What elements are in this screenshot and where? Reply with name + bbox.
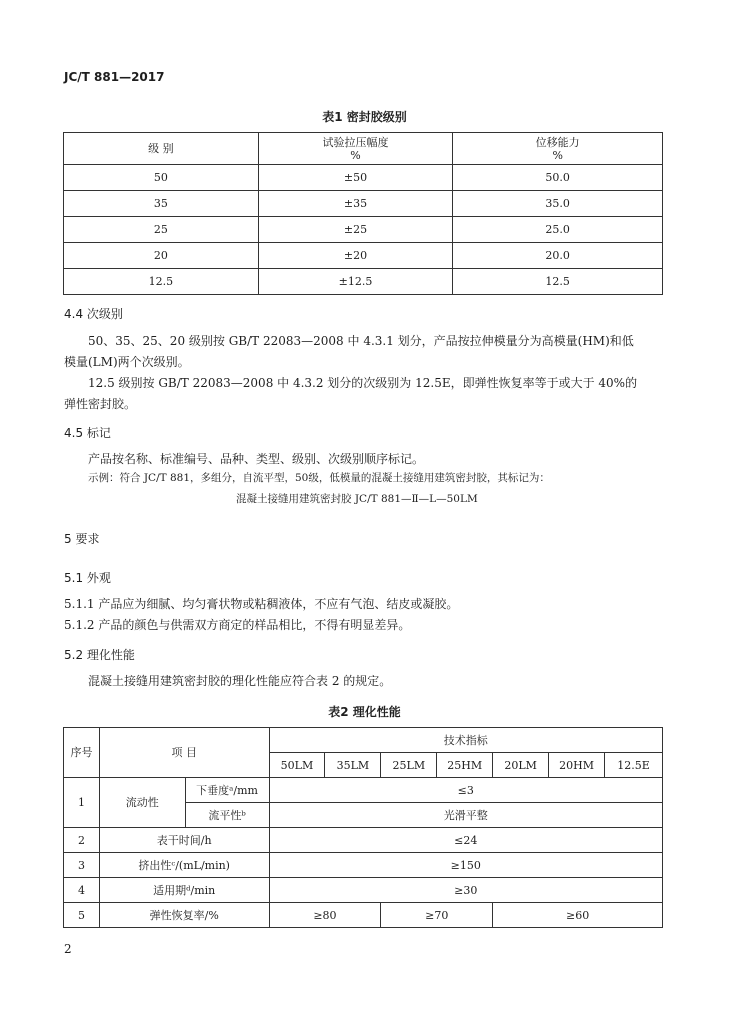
- table-cell: 4: [64, 878, 100, 903]
- table-cell: 弹性恢复率/%: [99, 903, 269, 928]
- table-cell: 20.0: [453, 243, 663, 269]
- table-cell: 25: [64, 217, 259, 243]
- section-4-4-para1-line1: 50、35、25、20 级别按 GB/T 22083—2008 中 4.3.1 划分，产品按拉伸模量分为高模量(HM)和低: [88, 334, 634, 348]
- table2-grade-20lm: 20LM: [493, 753, 549, 778]
- table-cell: ≤24: [269, 828, 663, 853]
- section-5-1-heading: 5.1 外观: [64, 571, 111, 585]
- table-row: [64, 878, 663, 903]
- table-cell: ≥150: [269, 853, 663, 878]
- table1-header-displacement-unit: %: [552, 148, 563, 162]
- table-cell: 20: [64, 243, 259, 269]
- section-4-5-marking: 混凝土接缝用建筑密封胶 JC/T 881—Ⅱ—L—50LM: [236, 493, 478, 505]
- table-row: [64, 243, 663, 269]
- table-cell: ±35: [258, 191, 453, 217]
- table-cell: ≥30: [269, 878, 663, 903]
- table-cell: 下垂度ᵃ/mm: [185, 778, 269, 803]
- table1-header-amplitude: [258, 133, 453, 165]
- table-row: [64, 269, 663, 295]
- table-cell: 表干时间/h: [99, 828, 269, 853]
- section-5-2-heading: 5.2 理化性能: [64, 648, 135, 662]
- table-cell: 50.0: [453, 165, 663, 191]
- table-cell: 12.5: [453, 269, 663, 295]
- table-cell: ±20: [258, 243, 453, 269]
- table-cell: 35.0: [453, 191, 663, 217]
- section-5-1-1: 5.1.1 产品应为细腻、均匀膏状物或粘稠液体，不应有气泡、结皮或凝胶。: [64, 597, 459, 611]
- table1-header-grade: 级 别: [64, 133, 259, 165]
- table-row: [64, 778, 663, 803]
- table-cell: ±12.5: [258, 269, 453, 295]
- table-row: [64, 828, 663, 853]
- table2-grade-50lm: 50LM: [269, 753, 325, 778]
- table-cell: 50: [64, 165, 259, 191]
- table2-physical-chemical-properties: [63, 727, 663, 928]
- section-4-5-heading: 4.5 标记: [64, 426, 111, 440]
- table1-header-amplitude-unit: %: [350, 148, 361, 162]
- table-cell: 3: [64, 853, 100, 878]
- table2-grade-35lm: 35LM: [325, 753, 381, 778]
- table2-header-item: 项 目: [99, 728, 269, 778]
- table-cell: 2: [64, 828, 100, 853]
- table1-caption: 表1 密封胶级别: [322, 110, 407, 124]
- table1-header-row: [64, 133, 663, 165]
- table-cell: ≥70: [381, 903, 493, 928]
- table-cell: ±25: [258, 217, 453, 243]
- section-5-2-para: 混凝土接缝用建筑密封胶的理化性能应符合表 2 的规定。: [88, 674, 392, 688]
- table2-grade-12-5e: 12.5E: [605, 753, 663, 778]
- section-4-4-para2-line2: 弹性密封胶。: [64, 397, 137, 411]
- table-row: [64, 853, 663, 878]
- table-cell: ≥80: [269, 903, 381, 928]
- section-4-5-example: 示例：符合 JC/T 881，多组分，自流平型，50级，低模量的混凝土接缝用建筑密封胶，其标记为：: [88, 472, 550, 484]
- table-cell: 25.0: [453, 217, 663, 243]
- table-cell: ≥60: [493, 903, 663, 928]
- standard-code-header: JC/T 881—2017: [64, 70, 165, 84]
- table-row: [64, 165, 663, 191]
- table2-grade-25lm: 25LM: [381, 753, 437, 778]
- table-cell: 流动性: [99, 778, 185, 828]
- table1-header-displacement-label: 位移能力: [535, 135, 580, 149]
- table-cell: 35: [64, 191, 259, 217]
- table-row: [64, 191, 663, 217]
- table-cell: ±50: [258, 165, 453, 191]
- table-cell: 适用期ᵈ/min: [99, 878, 269, 903]
- section-4-4-para1-line2: 模量(LM)两个次级别。: [64, 355, 190, 369]
- table1-header-amplitude-label: 试验拉压幅度: [322, 135, 389, 149]
- section-4-4-para2-line1: 12.5 级别按 GB/T 22083—2008 中 4.3.2 划分的次级别为 12.5E，即弹性恢复率等于或大于 40%的: [88, 376, 638, 390]
- table-row: [64, 217, 663, 243]
- table2-grade-25hm: 25HM: [437, 753, 493, 778]
- table2-grade-20hm: 20HM: [549, 753, 605, 778]
- table1-header-displacement: [453, 133, 663, 165]
- section-5-1-2: 5.1.2 产品的颜色与供需双方商定的样品相比，不得有明显差异。: [64, 618, 411, 632]
- table-cell: 5: [64, 903, 100, 928]
- table-cell: 光滑平整: [269, 803, 663, 828]
- table-cell: 挤出性ᶜ/(mL/min): [99, 853, 269, 878]
- table-row: [64, 903, 663, 928]
- table-cell: ≤3: [269, 778, 663, 803]
- section-5-heading: 5 要求: [64, 532, 100, 546]
- table2-header-row: [64, 728, 663, 753]
- table2-caption: 表2 理化性能: [328, 705, 401, 719]
- table-cell: 流平性ᵇ: [185, 803, 269, 828]
- table2-header-no: 序号: [64, 728, 100, 778]
- section-4-5-para: 产品按名称、标准编号、品种、类型、级别、次级别顺序标记。: [88, 452, 425, 466]
- table-cell: 1: [64, 778, 100, 828]
- section-4-4-heading: 4.4 次级别: [64, 307, 123, 321]
- table2-header-spec: 技术指标: [269, 728, 663, 753]
- table-cell: 12.5: [64, 269, 259, 295]
- page-number: 2: [64, 942, 72, 956]
- table1-sealant-grades: [63, 132, 663, 295]
